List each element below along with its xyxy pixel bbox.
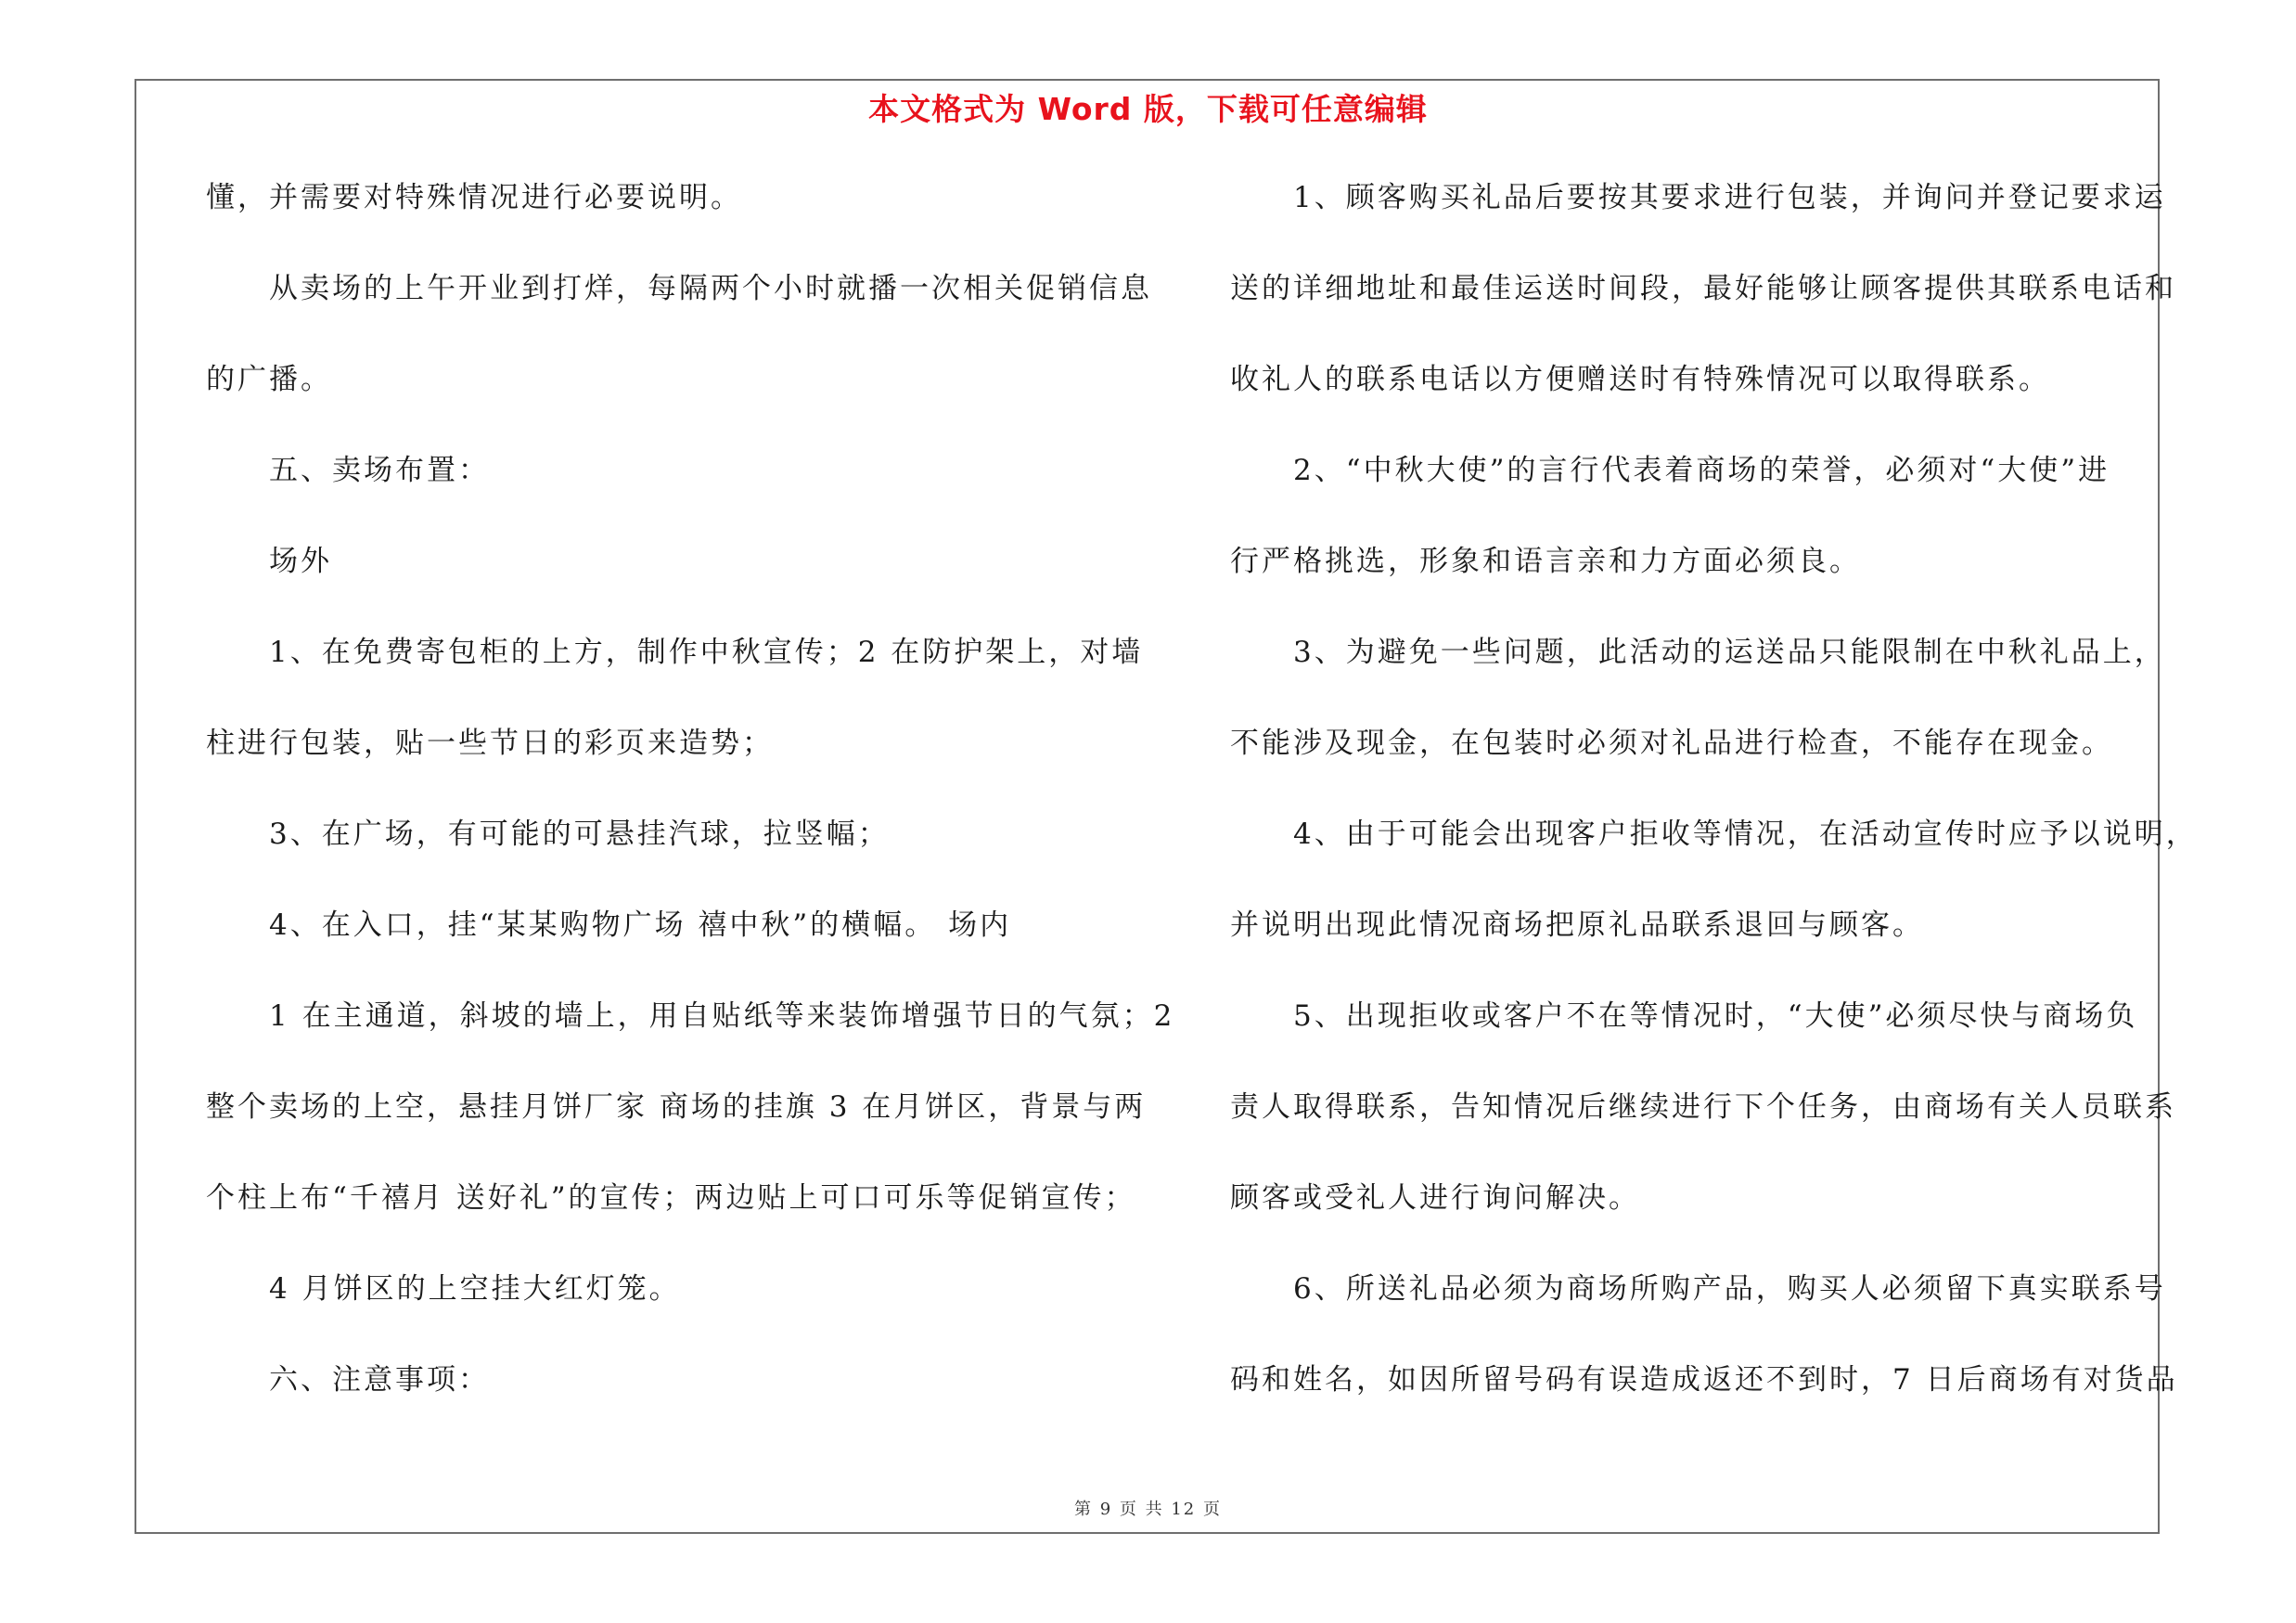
paragraph-line: 整个卖场的上空，悬挂月饼厂家 商场的挂旗 3 在月饼区，背景与两: [206, 1090, 1147, 1124]
paragraph-line: 责人取得联系，告知情况后继续进行下个任务，由商场有关人员联系: [1230, 1090, 2176, 1124]
paragraph-line: 行严格挑选，形象和语言亲和力方面必须良。: [1230, 545, 1861, 578]
paragraph-line: 送的详细地址和最佳运送时间段，最好能够让顾客提供其联系电话和: [1230, 272, 2176, 305]
paragraph-line: 从卖场的上午开业到打烊，每隔两个小时就播一次相关促销信息: [269, 272, 1152, 305]
word-format-notice: 本文格式为 Word 版，下载可任意编辑: [868, 91, 1428, 127]
paragraph-line: 4 月饼区的上空挂大红灯笼。: [269, 1272, 681, 1306]
page-number: 第 9 页 共 12 页: [1074, 1500, 1222, 1519]
paragraph-line: 2、“中秋大使”的言行代表着商场的荣誉，必须对“大使”进: [1293, 454, 2110, 487]
paragraph-line: 6、所送礼品必须为商场所购产品，购买人必须留下真实联系号: [1293, 1272, 2166, 1306]
paragraph-line: 收礼人的联系电话以方便赠送时有特殊情况可以取得联系。: [1230, 363, 2050, 396]
paragraph-line: 1、在免费寄包柜的上方，制作中秋宣传；2 在防护架上，对墙: [269, 636, 1144, 669]
paragraph-line: 个柱上布“千禧月 送好礼”的宣传；两边贴上可口可乐等促销宣传；: [206, 1181, 1136, 1215]
section-heading: 六、注意事项：: [269, 1363, 490, 1397]
paragraph-line: 不能涉及现金，在包装时必须对礼品进行检查，不能存在现金。: [1230, 727, 2113, 760]
paragraph-line: 并说明出现此情况商场把原礼品联系退回与顾客。: [1230, 908, 1924, 942]
paragraph-line: 3、在广场，有可能的可悬挂汽球，拉竖幅；: [269, 818, 890, 851]
paragraph-line: 4、在入口，挂“某某购物广场 禧中秋”的横幅。 场内: [269, 908, 1012, 942]
paragraph-line: 的广播。: [206, 363, 332, 396]
paragraph-line: 懂，并需要对特殊情况进行必要说明。: [206, 181, 742, 214]
paragraph-line: 顾客或受礼人进行询问解决。: [1230, 1181, 1640, 1215]
paragraph-line: 码和姓名，如因所留号码有误造成返还不到时，7 日后商场有对货品: [1230, 1363, 2178, 1397]
paragraph-line: 3、为避免一些问题，此活动的运送品只能限制在中秋礼品上，: [1293, 636, 2166, 669]
subsection-heading: 场外: [269, 545, 332, 578]
left-column: [206, 174, 1175, 1448]
section-heading: 五、卖场布置：: [269, 454, 490, 487]
paragraph-line: 4、由于可能会出现客户拒收等情况，在活动宣传时应予以说明，: [1293, 818, 2198, 851]
paragraph-line: 1、顾客购买礼品后要按其要求进行包装，并询问并登记要求运: [1293, 181, 2166, 214]
paragraph-line: 5、出现拒收或客户不在等情况时，“大使”必须尽快与商场负: [1293, 999, 2138, 1033]
paragraph-line: 柱进行包装，贴一些节日的彩页来造势；: [206, 727, 774, 760]
right-column: [1230, 174, 2198, 1448]
paragraph-line: 1 在主通道，斜坡的墙上，用自贴纸等来装饰增强节日的气氛；2: [269, 999, 1175, 1033]
